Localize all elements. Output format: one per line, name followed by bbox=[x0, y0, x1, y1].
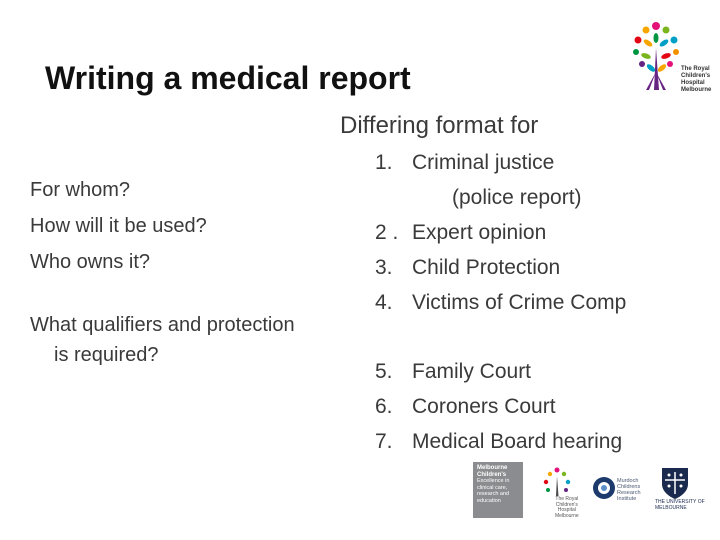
qualifiers-line-2: is required? bbox=[54, 344, 159, 366]
mcri-logo-mark bbox=[590, 468, 618, 508]
qualifiers-question bbox=[30, 310, 360, 370]
format-item bbox=[375, 285, 626, 320]
slide-title: Writing a medical report bbox=[45, 60, 411, 96]
format-subtext: (police report) bbox=[452, 186, 582, 209]
format-item bbox=[375, 215, 626, 250]
uom-logo-text: THE UNIVERSITY OF MELBOURNE bbox=[655, 499, 705, 511]
format-text: Victims of Crime Comp bbox=[412, 291, 627, 314]
mcri-logo-text: Murdoch Childrens Research Institute bbox=[617, 478, 641, 502]
format-text: Medical Board hearing bbox=[412, 430, 623, 453]
format-number: 4. bbox=[375, 291, 393, 314]
rch-small-tree-icon bbox=[544, 468, 570, 497]
question-item: Who owns it? bbox=[30, 251, 151, 273]
format-item bbox=[375, 145, 626, 180]
rch-logo-text: The Royal Children's Hospital Melbourne bbox=[681, 66, 712, 93]
rch-tree-icon bbox=[633, 22, 679, 90]
format-item bbox=[375, 389, 626, 424]
format-number: 1. bbox=[375, 151, 393, 174]
qualifiers-line-1: What qualifiers and protection bbox=[30, 314, 295, 336]
format-text: Coroners Court bbox=[412, 395, 556, 418]
format-item bbox=[375, 250, 626, 285]
format-text: Expert opinion bbox=[412, 221, 547, 244]
question-list bbox=[30, 172, 207, 280]
list-spacer bbox=[375, 320, 626, 354]
slide-subtitle: Differing format for bbox=[340, 112, 539, 139]
format-item bbox=[375, 354, 626, 389]
format-number: 6. bbox=[375, 395, 393, 418]
format-text: Family Court bbox=[412, 360, 532, 383]
format-item bbox=[375, 424, 626, 459]
format-number: 2 . bbox=[375, 221, 399, 244]
format-number: 7. bbox=[375, 430, 393, 453]
format-text: Child Protection bbox=[412, 256, 561, 279]
question-item: How will it be used? bbox=[30, 215, 207, 237]
melbourne-childrens-logo bbox=[473, 462, 523, 518]
format-number: 5. bbox=[375, 360, 393, 383]
mc-tagline: Excellence in clinical care, research and education bbox=[477, 478, 510, 504]
uom-crest-icon bbox=[660, 466, 690, 500]
mc-title: Melbourne Children's bbox=[477, 465, 508, 478]
format-number: 3. bbox=[375, 256, 393, 279]
format-text: Criminal justice bbox=[412, 151, 555, 174]
format-list bbox=[375, 145, 626, 459]
question-item: For whom? bbox=[30, 179, 131, 201]
rch-small-logo-text: The Royal Children's Hospital Melbourne bbox=[555, 496, 579, 519]
